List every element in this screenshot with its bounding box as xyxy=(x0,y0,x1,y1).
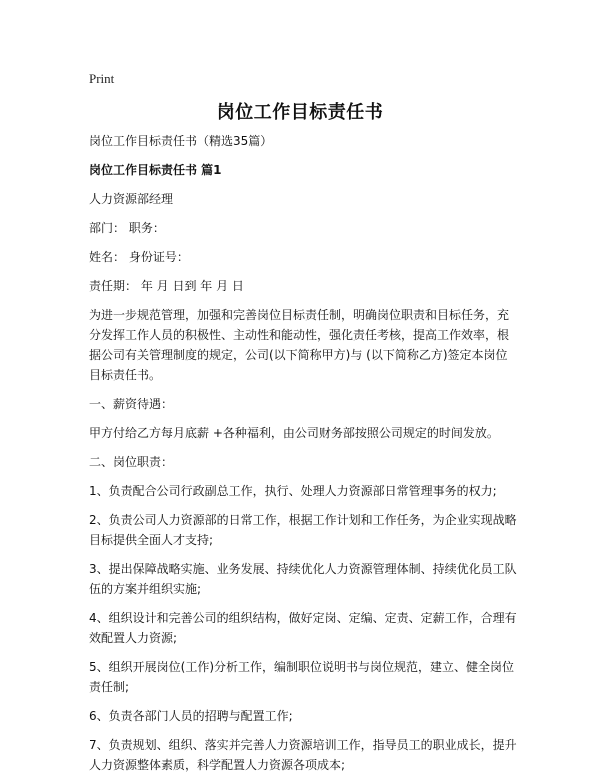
duty-item: 6、负责各部门人员的招聘与配置工作; xyxy=(89,709,293,723)
document-subtitle: 岗位工作目标责任书（精选35篇） xyxy=(89,134,273,148)
duty-item: 7、负责规划、组织、落实并完善人力资源培训工作，指导员工的职业成长，提升人力资源整体素质，科学配置人力资源各项成本; xyxy=(89,738,517,772)
term-line: 责任期： 年 月 日到 年 月 日 xyxy=(89,279,244,293)
duty-item: 5、组织开展岗位(工作)分析工作，编制职位说明书与岗位规范，建立、健全岗位责任制; xyxy=(89,660,515,694)
intro-paragraph: 为进一步规范管理，加强和完善岗位目标责任制，明确岗位职责和目标任务，充分发挥工作人员的积极性、主动性和能动性，强化责任考核，提高工作效率，根据公司有关管理制度的规定，公司(以下简称甲方)与 (以下简称乙方)签定本岗位目标责任书。 xyxy=(89,308,510,382)
salary-text: 甲方付给乙方每月底薪 +各种福利，由公司财务部按照公司规定的时间发放。 xyxy=(89,426,499,440)
department-line: 人力资源部经理 xyxy=(89,192,174,206)
duty-item: 4、组织设计和完善公司的组织结构，做好定岗、定编、定责、定薪工作，合理有效配置人力资源; xyxy=(89,611,517,645)
section-heading: 岗位工作目标责任书 篇1 xyxy=(89,163,222,177)
salary-heading: 一、薪资待遇： xyxy=(89,397,174,411)
print-label: Print xyxy=(89,71,115,86)
duty-item: 3、提出保障战略实施、业务发展、持续优化人力资源管理体制、持续优化员工队伍的方案并组织实施; xyxy=(89,562,517,596)
page-title: 岗位工作目标责任书 xyxy=(216,102,384,123)
duty-item: 1、负责配合公司行政副总工作，执行、处理人力资源部日常管理事务的权力; xyxy=(89,484,497,498)
duty-item: 2、负责公司人力资源部的日常工作，根据工作计划和工作任务，为企业实现战略目标提供全面人才支持; xyxy=(89,513,517,547)
dept-position-line: 部门： 职务： xyxy=(89,221,165,235)
duties-heading: 二、岗位职责： xyxy=(89,455,174,469)
name-id-line: 姓名： 身份证号： xyxy=(89,250,189,264)
document-body xyxy=(89,131,519,784)
